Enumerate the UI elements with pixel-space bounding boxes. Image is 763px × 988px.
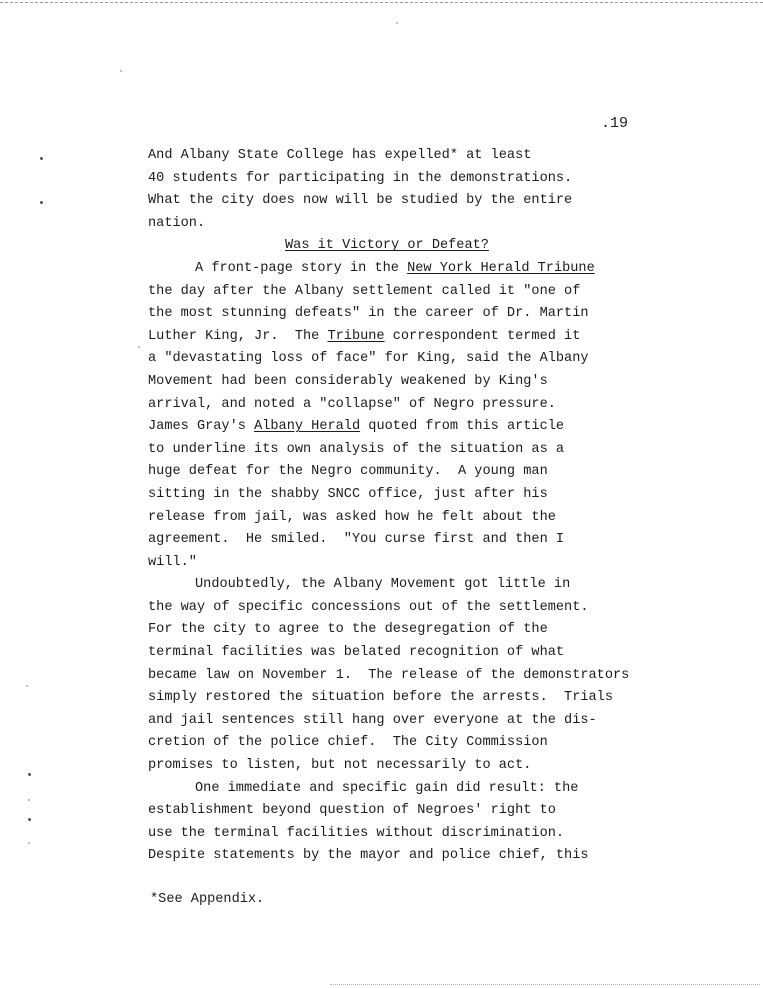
text-line: agreement. He smiled. "You curse first and then I bbox=[148, 532, 565, 548]
newspaper-title: New York Herald Tribune bbox=[407, 260, 595, 276]
text-line: For the city to agree to the desegregation of the bbox=[148, 622, 548, 638]
newspaper-title: Albany Herald bbox=[254, 419, 361, 435]
text-fragment: A front-page story in the bbox=[195, 260, 408, 276]
section-heading-text: Was it Victory or Defeat? bbox=[285, 238, 489, 254]
scan-speck bbox=[40, 201, 43, 204]
text-line: cretion of the police chief. The City Commission bbox=[148, 735, 548, 751]
text-line: use the terminal facilities without discrimination. bbox=[148, 825, 565, 841]
text-line bbox=[148, 416, 708, 439]
text-line: Undoubtedly, the Albany Movement got little in bbox=[195, 577, 571, 593]
bottom-scan-border bbox=[330, 984, 760, 985]
text-line: What the city does now will be studied by the entire bbox=[148, 193, 573, 209]
text-line: huge defeat for the Negro community. A young man bbox=[148, 464, 548, 480]
scan-speck bbox=[28, 842, 30, 844]
page-number: .19 bbox=[601, 115, 629, 132]
text-fragment: James Gray's bbox=[148, 419, 255, 435]
body-text bbox=[148, 145, 708, 868]
text-fragment: Luther King, Jr. The bbox=[148, 328, 328, 344]
text-line: the way of specific concessions out of the settlement. bbox=[148, 599, 589, 615]
text-line: release from jail, was asked how he felt about the bbox=[148, 509, 556, 525]
text-line: promises to listen, but not necessarily to act. bbox=[148, 758, 532, 774]
text-line: arrival, and noted a "collapse" of Negro pressure. bbox=[148, 396, 556, 412]
text-line: and jail sentences still hang over everyone at the dis- bbox=[148, 712, 597, 728]
text-fragment: correspondent termed it bbox=[384, 328, 581, 344]
top-scan-border bbox=[0, 2, 763, 3]
text-line: nation. bbox=[148, 215, 206, 231]
footnote: *See Appendix. bbox=[150, 892, 265, 907]
text-line: establishment beyond question of Negroes' right to bbox=[148, 803, 556, 819]
scan-speck bbox=[28, 818, 31, 821]
text-line: sitting in the shabby SNCC office, just after his bbox=[148, 486, 548, 502]
text-line: a "devastating loss of face" for King, said the Albany bbox=[148, 351, 589, 367]
scan-speck bbox=[28, 799, 30, 801]
text-line: And Albany State College has expelled* at least bbox=[148, 148, 532, 163]
text-line: 40 students for participating in the demonstrations. bbox=[148, 170, 573, 186]
text-line bbox=[148, 258, 708, 281]
scan-speck bbox=[120, 70, 122, 72]
section-heading bbox=[148, 235, 708, 258]
scan-speck bbox=[40, 157, 43, 160]
newspaper-title: Tribune bbox=[327, 328, 385, 344]
text-line: the most stunning defeats" in the career of Dr. Martin bbox=[148, 306, 589, 322]
text-line: Movement had been considerably weakened by King's bbox=[148, 373, 548, 389]
scan-speck bbox=[138, 346, 140, 348]
text-line bbox=[148, 326, 708, 349]
text-line: simply restored the situation before the arrests. Trials bbox=[148, 690, 613, 706]
scan-speck bbox=[28, 773, 31, 776]
text-line: terminal facilities was belated recognition of what bbox=[148, 645, 565, 661]
text-fragment: quoted from this article bbox=[360, 419, 565, 435]
text-line: to underline its own analysis of the situation as a bbox=[148, 441, 565, 457]
text-line: will." bbox=[148, 554, 197, 570]
text-line: One immediate and specific gain did result: the bbox=[195, 780, 579, 796]
text-line: Despite statements by the mayor and police chief, this bbox=[148, 848, 589, 864]
text-line: became law on November 1. The release of the demonstrators bbox=[148, 667, 630, 683]
text-line: the day after the Albany settlement called it "one of bbox=[148, 283, 581, 299]
scan-speck bbox=[26, 685, 28, 687]
scan-speck bbox=[396, 22, 398, 24]
